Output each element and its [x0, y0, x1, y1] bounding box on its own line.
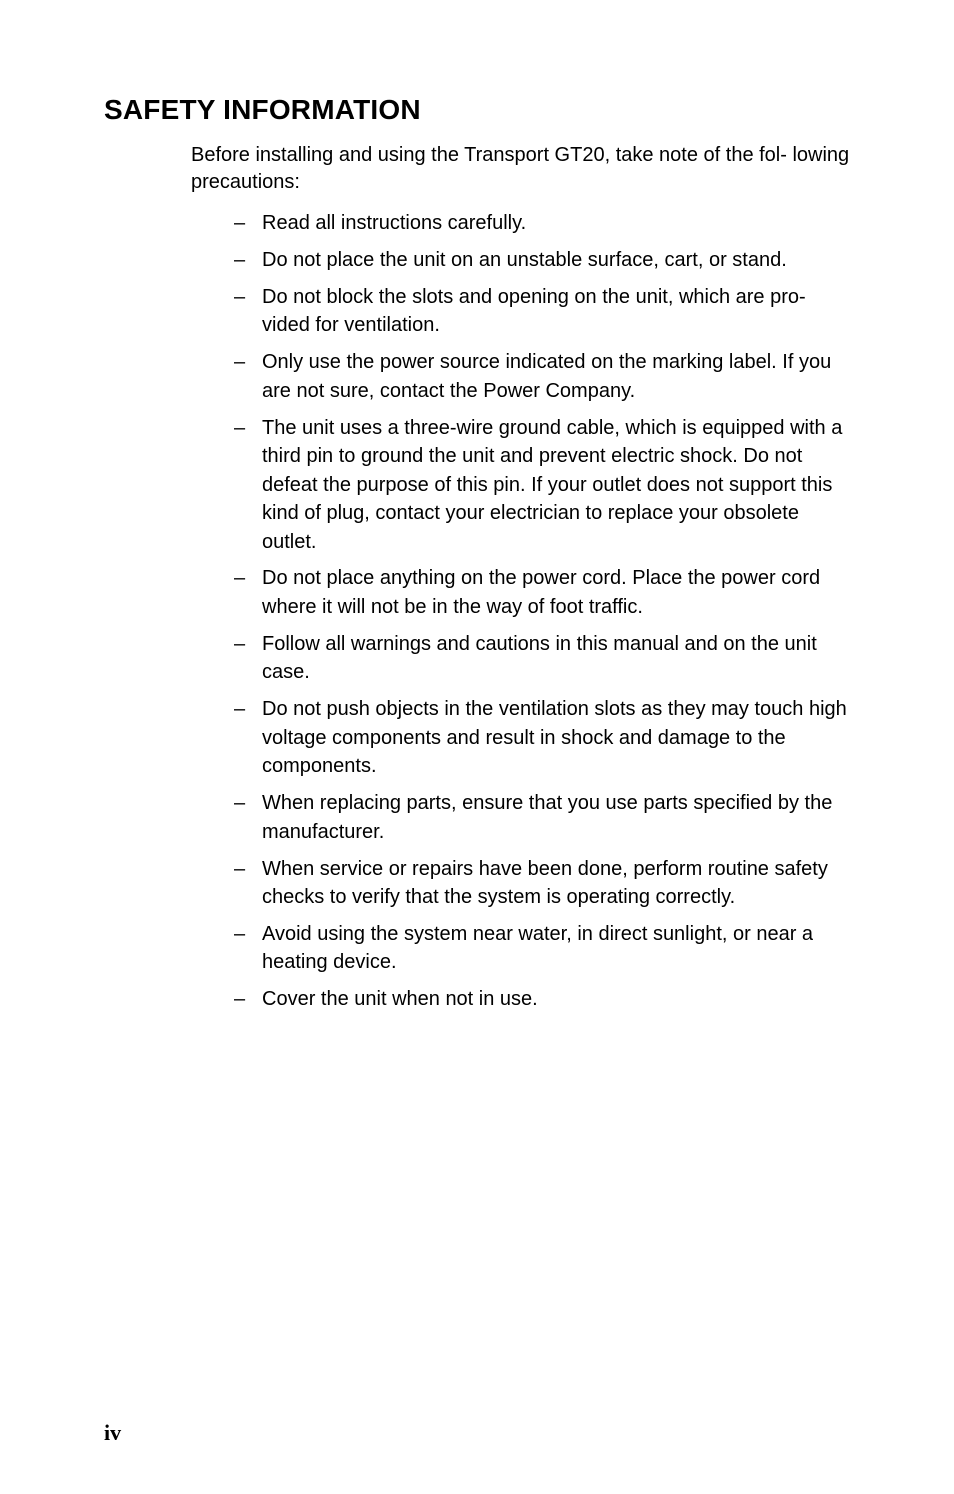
precaution-text: Avoid using the system near water, in direct sunlight, or near a heating device. [262, 922, 814, 974]
intro-paragraph: Before installing and using the Transport GT20, take note of the fol- lowing precautions: [191, 144, 850, 193]
dash-bullet: – [234, 988, 246, 1011]
dash-bullet: – [234, 212, 246, 234]
dash-bullet: – [234, 567, 246, 590]
precaution-text: Follow all warnings and cautions in this manual and on the unit case. [262, 632, 817, 684]
dash-bullet: – [234, 698, 246, 721]
precaution-text: Do not push objects in the ventilation slots as they may touch high voltage components and result in shock and damage to the components. [262, 698, 847, 778]
dash-bullet: – [234, 792, 246, 815]
list-item [234, 920, 856, 977]
precaution-text: Do not place anything on the power cord. Place the power cord where it will not be in the way of foot traffic. [262, 567, 821, 618]
dash-bullet: – [234, 416, 246, 439]
precautions-list [234, 209, 856, 1022]
dash-bullet: – [234, 857, 246, 880]
precaution-text: When service or repairs have been done, perform routine safety checks to verify that the system is operating correctly. [262, 857, 828, 909]
precaution-text: Do not block the slots and opening on the unit, which are pro- vided for ventilation. [262, 285, 806, 337]
list-item [234, 789, 856, 846]
precaution-text: Read all instructions carefully. [262, 212, 527, 234]
list-item [234, 246, 856, 275]
dash-bullet: – [234, 922, 246, 945]
list-item [234, 564, 856, 621]
dash-bullet: – [234, 351, 246, 374]
list-item [234, 283, 856, 340]
precaution-text: When replacing parts, ensure that you use parts specified by the manufacturer. [262, 792, 833, 843]
page-number: iv [104, 1420, 122, 1445]
list-item [234, 630, 856, 687]
list-item [234, 209, 856, 238]
page-title: SAFETY INFORMATION [104, 94, 421, 125]
dash-bullet: – [234, 632, 246, 655]
list-item [234, 985, 856, 1014]
precaution-text: Do not place the unit on an unstable surface, cart, or stand. [262, 248, 787, 271]
list-item [234, 695, 856, 781]
list-item [234, 855, 856, 912]
precaution-text: Only use the power source indicated on the marking label. If you are not sure, contact the Power Company. [262, 351, 832, 402]
precaution-text: Cover the unit when not in use. [262, 988, 538, 1011]
list-item [234, 414, 856, 557]
dash-bullet: – [234, 248, 246, 271]
list-item [234, 348, 856, 405]
precaution-text: The unit uses a three-wire ground cable, which is equipped with a third pin to ground the unit and prevent electric shock. Do not defeat the purpose of this pin. If your outlet does not support this kind of plug, contact your electrician to replace your obsolete outlet. [262, 416, 843, 553]
dash-bullet: – [234, 285, 246, 308]
